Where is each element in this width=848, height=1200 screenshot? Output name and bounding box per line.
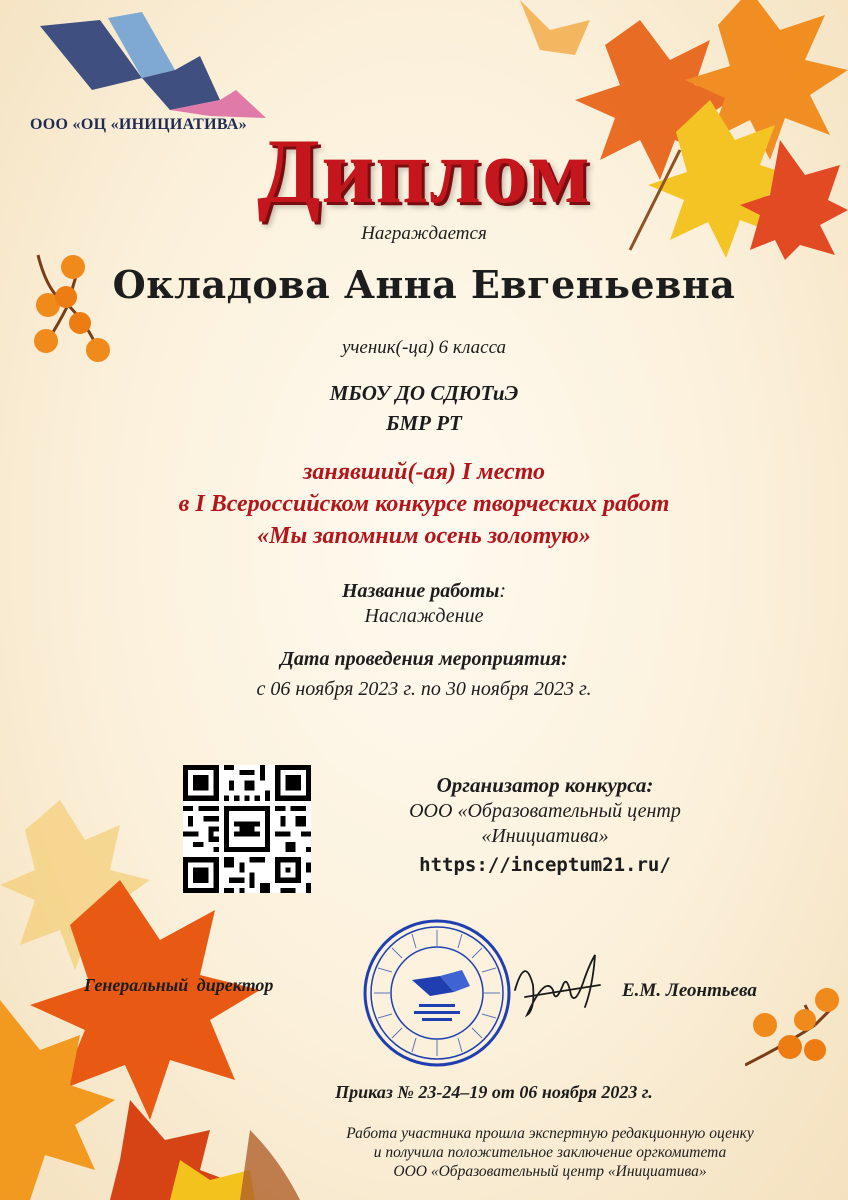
- awarded-label: Награждается: [361, 223, 487, 244]
- order-number: Приказ № 23-24–19 от 06 ноября 2023 г.: [335, 1082, 653, 1102]
- qr-code[interactable]: [183, 765, 311, 893]
- director-name: Е.М. Леонтьева: [622, 980, 757, 1001]
- director-signature: [505, 945, 615, 1030]
- event-date-label: Дата проведения мероприятия:: [280, 648, 568, 670]
- expert-review-note: [270, 1124, 830, 1181]
- organizer-label: Организатор конкурса:: [436, 773, 654, 797]
- event-date-value: с 06 ноября 2023 г. по 30 ноября 2023 г.: [256, 678, 592, 700]
- organizer-url-link[interactable]: https://inceptum21.ru/: [419, 854, 671, 876]
- school-line-2: БМР РТ: [386, 411, 462, 435]
- place-line-1: занявший(-ая) I место: [303, 459, 545, 485]
- work-title-label-text: Название работы: [341, 580, 500, 602]
- school-line-1: МБОУ ДО СДЮТиЭ: [329, 381, 519, 405]
- note-line-3: ООО «Образовательный центр «Инициатива»: [393, 1163, 707, 1180]
- note-line-1: Работа участника прошла экспертную редакционную оценку: [346, 1125, 754, 1142]
- note-line-2: и получила положительное заключение оргкомитета: [373, 1144, 727, 1161]
- berries-right: [745, 985, 848, 1075]
- work-title-label: [0, 580, 848, 603]
- recipient-name: Окладова Анна Евгеньевна: [112, 262, 736, 307]
- place-line-2: в I Всероссийском конкурсе творческих работ: [178, 491, 670, 517]
- grade-text: ученик(-ца) 6 класса: [341, 337, 507, 358]
- diploma-title: Диплом: [257, 120, 591, 222]
- organizer-name-line-2: «Инициатива»: [481, 825, 609, 847]
- organization-seal: [362, 918, 512, 1068]
- director-title: Генеральный директор: [84, 975, 274, 995]
- contest-name: «Мы запомним осень золотую»: [257, 523, 591, 549]
- org-name: ООО «ОЦ «ИНИЦИАТИВА»: [30, 116, 247, 133]
- organizer-block: [370, 773, 720, 876]
- work-title-value: Наслаждение: [364, 605, 484, 627]
- work-title-colon: :: [499, 580, 507, 602]
- organizer-name-line-1: ООО «Образовательный центр: [409, 800, 681, 822]
